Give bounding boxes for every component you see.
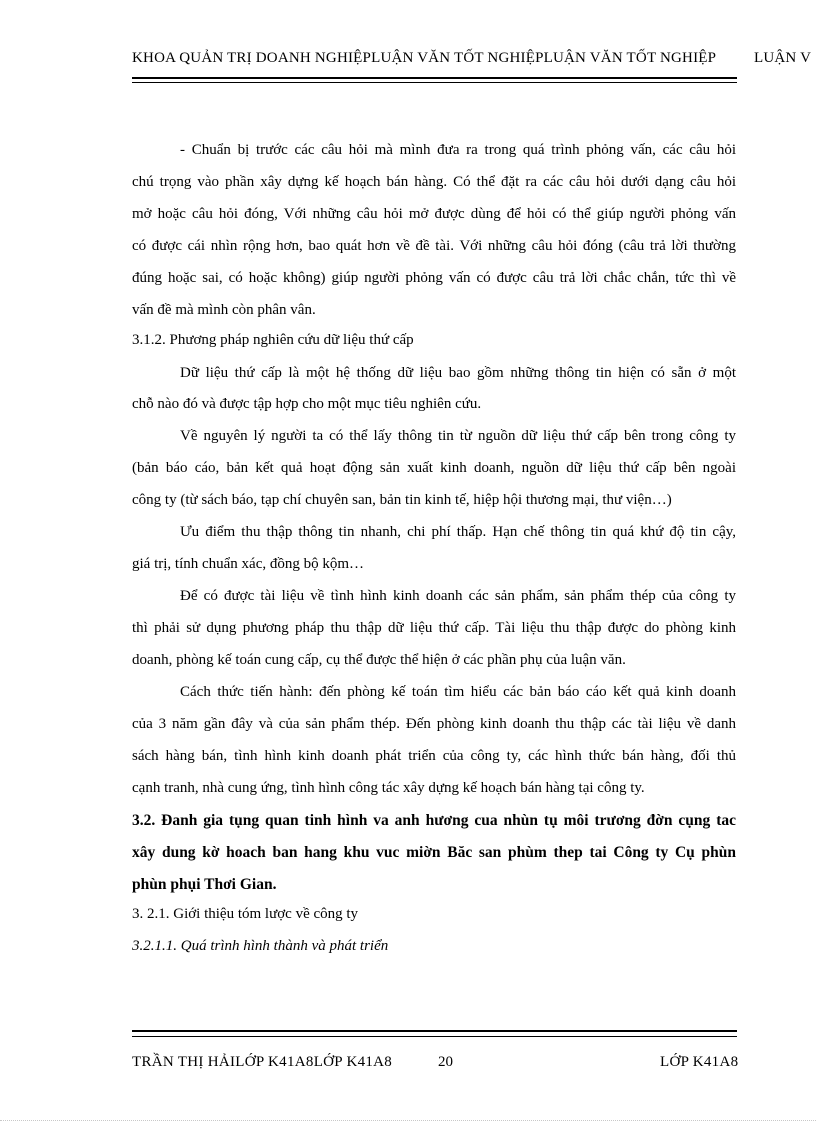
header-rule-thick bbox=[132, 77, 737, 79]
section-heading-3-2-1-1: 3.2.1.1. Quá trình hình thành và phát triển bbox=[132, 938, 389, 954]
section-heading-3-2-line: phùn phụi Thơi Gian. bbox=[132, 876, 277, 893]
paragraph-line: của 3 năm gần đây và của sản phẩm thép. Đến phòng kinh doanh thu thập các tài liệu về danh bbox=[132, 716, 736, 732]
paragraph-line: Dữ liệu thứ cấp là một hệ thống dữ liệu bao gồm những thông tin hiện có sẵn ở một bbox=[180, 365, 736, 381]
paragraph-line: chỗ nào đó và được tập hợp cho một mục tiêu nghiên cứu. bbox=[132, 396, 482, 412]
paragraph-line: Cách thức tiến hành: đến phòng kế toán tìm hiểu các bản báo cáo kết quả kinh doanh bbox=[180, 684, 736, 700]
paragraph-line: thì phải sử dụng phương pháp thu thập dữ liệu thứ cấp. Tài liệu thu thập được do phòng kinh bbox=[132, 620, 736, 636]
paragraph-line: Về nguyên lý người ta có thể lấy thông tin từ nguồn dữ liệu thứ cấp bên trong công ty bbox=[180, 428, 736, 444]
section-heading-3-1-2: 3.1.2. Phương pháp nghiên cứu dữ liệu thứ cấp bbox=[132, 332, 414, 348]
paragraph-line: vấn đề mà mình còn phân vân. bbox=[132, 302, 316, 318]
paragraph-line: (bản báo cáo, bản kết quả hoạt động sản xuất kinh doanh, nguồn dữ liệu thứ cấp bên ngoài bbox=[132, 460, 736, 476]
paragraph-line: mở hoặc câu hỏi đóng, Với những câu hỏi mở được dùng để hỏi có thể giúp người phỏng vấn bbox=[132, 206, 736, 222]
paragraph-line: sách hàng bán, tình hình kinh doanh phát triển của công ty, các hình thức bán hàng, đối thủ bbox=[132, 748, 736, 764]
paragraph-line: đúng hoặc sai, có hoặc không) giúp người phỏng vấn có được câu trả lời chắc chắn, tức thì về bbox=[132, 270, 736, 286]
header-rule-thin bbox=[132, 82, 737, 83]
paragraph-line: Ưu điểm thu thập thông tin nhanh, chi phí thấp. Hạn chế thông tin quá khứ độ tin cậy, bbox=[180, 524, 736, 540]
paragraph-line: cạnh tranh, nhà cung ứng, tình hình công tác xây dựng kế hoạch bán hàng tại công ty. bbox=[132, 780, 645, 796]
paragraph-line: - Chuẩn bị trước các câu hỏi mà mình đưa ra trong quá trình phỏng vấn, các câu hỏi bbox=[180, 142, 736, 158]
section-heading-3-2: 3.2. Đanh gia tụng quan tinh hình va anh hương cua nhùn tụ môi trương đờn cụng tac bbox=[132, 812, 736, 829]
paragraph-line: công ty (từ sách báo, tạp chí chuyên san, bản tin kinh tế, hiệp hội thương mại, thư viện…) bbox=[132, 492, 672, 508]
header-right-text: LUẬN V bbox=[754, 50, 812, 66]
section-heading-3-2-line: xây dung kờ hoach ban hang khu vuc miờn Băc san phùm thep tai Công ty Cụ phùn bbox=[132, 844, 736, 861]
footer-rule-thin bbox=[132, 1036, 737, 1037]
paragraph-line: doanh, phòng kế toán cung cấp, cụ thể được thể hiện ở các phần phụ của luận văn. bbox=[132, 652, 626, 668]
footer-author: TRẦN THỊ HẢILỚP K41A8LỚP K41A8 bbox=[132, 1054, 393, 1070]
paragraph-line: Để có được tài liệu về tình hình kinh doanh các sản phẩm, sản phẩm thép của công ty bbox=[180, 588, 736, 604]
footer-class: LỚP K41A8 bbox=[660, 1054, 739, 1070]
header-title: KHOA QUẢN TRỊ DOANH NGHIỆPLUẬN VĂN TỐT NGHIỆPLUẬN VĂN TỐT NGHIỆP bbox=[132, 50, 717, 66]
page-edge-dotted-line bbox=[0, 1120, 816, 1121]
paragraph-line: giá trị, tính chuẩn xác, đồng bộ kộm… bbox=[132, 556, 365, 572]
footer-rule-thick bbox=[132, 1030, 737, 1032]
section-heading-3-2-1: 3. 2.1. Giới thiệu tóm lược về công ty bbox=[132, 906, 359, 922]
page-number: 20 bbox=[438, 1054, 453, 1070]
paragraph-line: chú trọng vào phần xây dựng kế hoạch bán hàng. Có thể đặt ra các câu hỏi dưới dạng câu hỏi bbox=[132, 174, 736, 190]
paragraph-line: có được cái nhìn rộng hơn, bao quát hơn về đề tài. Với những câu hỏi đóng (câu trả lời thường bbox=[132, 238, 736, 254]
